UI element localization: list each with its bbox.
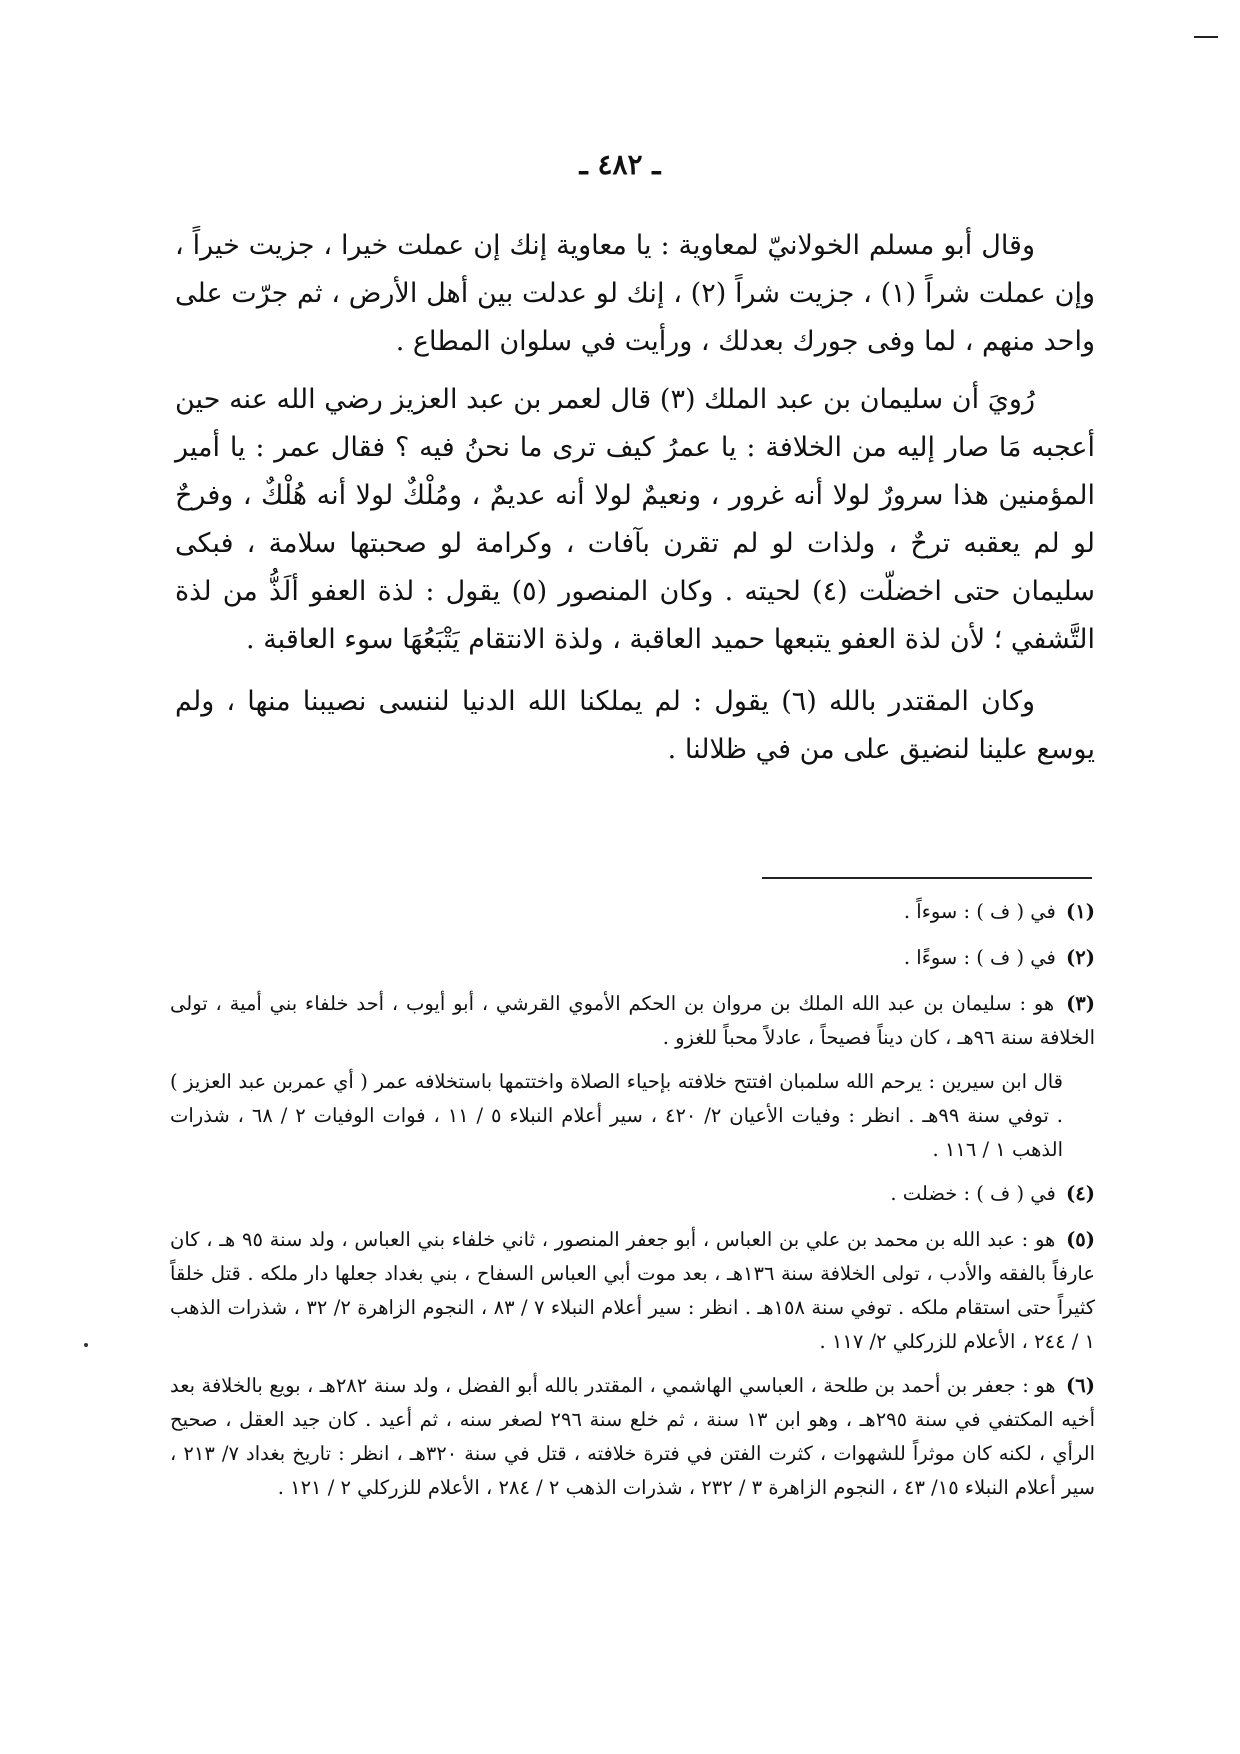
footnote-number: (٣) xyxy=(1066,992,1096,1015)
footnote-number: (٦) xyxy=(1066,1374,1095,1397)
paragraph: رُويَ أن سليمان بن عبد الملك (٣) قال لعمر بن عبد العزيز رضي الله عنه حين أعجبه مَا صار إليه من الخلافة : يا عمرُ كيف ترى ما نحنُ فيه ؟ فقال عمر : يا أمير المؤمنين هذا سرورٌ لولا أنه غرور ، ونعيمٌ لولا أنه عديمٌ ، ومُلْكٌ لولا أنه هُلْكٌ ، وفرحٌ لو لم يعقبه ترحٌ ، ولذات لو لم تقرن بآفات ، وكرامة لو صحبتها سلامة ، فبكى سليمان حتى اخضلّت (٤) لحيته . وكان المنصور (٥) يقول : لذة العفو ألَذُّ من لذة التَّشفي ؛ لأن لذة العفو يتبعها حميد العاقبة ، ولذة الانتقام يَتْبَعُهَا سوء العاقبة . xyxy=(175,384,1096,655)
corner-scan-mark xyxy=(1194,36,1218,38)
footnote-divider xyxy=(762,877,1092,879)
footnotes-section xyxy=(170,895,1095,1515)
footnote-text: في ( ف ) : سوءاً . xyxy=(903,900,1056,923)
main-text xyxy=(175,222,1095,774)
footnote-number: (٥) xyxy=(1066,1228,1096,1251)
paragraph: وقال أبو مسلم الخولانيّ لمعاوية : يا معاوية إنك إن عملت خيرا ، جزيت خيراً ، وإن عملت شراً (١) ، جزيت شراً (٢) ، إنك لو عدلت بين أهل الأرض ، ثم جرّت على واحد منهم ، لما وفى جورك بعدلك ، ورأيت في سلوان المطاع . xyxy=(175,230,1095,357)
footnote-text: في ( ف ) : خضلت . xyxy=(890,1182,1056,1205)
footnote-number: (٤) xyxy=(1066,1182,1095,1205)
footnote-text: في ( ف ) : سوءًا . xyxy=(903,946,1056,969)
footnote xyxy=(170,1177,1095,1211)
footnote xyxy=(170,941,1095,975)
footnote xyxy=(170,895,1095,929)
footnote xyxy=(170,1369,1095,1505)
paragraph: وكان المقتدر بالله (٦) يقول : لم يملكنا الله الدنيا لننسى نصيبنا منها ، ولم يوسع علينا لنضيق على من في ظلالنا . xyxy=(175,686,1095,765)
footnote xyxy=(170,1223,1095,1359)
footnote-continuation: قال ابن سيرين : يرحم الله سلمبان افتتح خلافته بإحياء الصلاة واختتمها باستخلافه عمر ( أي عمربن عبد العزيز ) . توفي سنة ٩٩هـ . انظر : وفيات الأعيان ٢/ ٤٢٠ ، سير أعلام النبلاء ٥ / ١١ ، فوات الوفيات ٢ / ٦٨ ، شذرات الذهب ١ / ١١٦ . xyxy=(170,1070,1063,1161)
footnote-text: هو : جعفر بن أحمد بن طلحة ، العباسي الهاشمي ، المقتدر بالله أبو الفضل ، ولد سنة ٢٨٢هـ ، بويع بالخلافة بعد أخيه المكتفي في سنة ٢٩٥هـ ، وهو ابن ١٣ سنة ، ثم خلع سنة ٢٩٦ لصغر سنه ، ثم أعيد . كان جيد العقل ، صحيح الرأي ، لكنه كان موثراً للشهوات ، كثرت الفتن في فترة خلافته ، قتل في سنة ٣٢٠هـ ، انظر : تاريخ بغداد ٧/ ٢١٣ ، سير أعلام النبلاء ١٥/ ٤٣ ، النجوم الزاهرة ٣ / ٢٣٢ ، شذرات الذهب ٢ / ٢٨٤ ، الأعلام للزركلي ٢ / ١٢١ . xyxy=(170,1374,1096,1499)
page-number: ـ ٤٨٢ ـ xyxy=(579,148,661,181)
footnote-number: (٢) xyxy=(1066,946,1095,969)
footnote-text: هو : عبد الله بن محمد بن علي بن العباس ، أبو جعفر المنصور ، ثاني خلفاء بني العباس ، ولد سنة ٩٥ هـ ، كان عارفاً بالفقه والأدب ، تولى الخلافة سنة ١٣٦هـ ، بعد موت أبي العباس السفاح ، بني بغداد جعلها دار ملكه . قتل خلقاً كثيراً حتى استقام ملكه . توفي سنة ١٥٨هـ . انظر : سير أعلام النبلاء ٧ / ٨٣ ، النجوم الزاهرة ٢/ ٣٢ ، شذرات الذهب ١ / ٢٤٤ ، الأعلام للزركلي ٢/ ١١٧ . xyxy=(170,1228,1095,1353)
footnote-number: (١) xyxy=(1066,900,1095,923)
footnote xyxy=(170,987,1095,1055)
scan-speck xyxy=(84,1343,88,1347)
footnote-text: هو : سليمان بن عبد الله الملك بن مروان بن الحكم الأموي القرشي ، أبو أيوب ، أحد خلفاء بني أمية ، تولى الخلافة سنة ٩٦هـ ، كان ديناً فصيحاً ، عادلاً محباً للغزو . xyxy=(170,992,1095,1049)
